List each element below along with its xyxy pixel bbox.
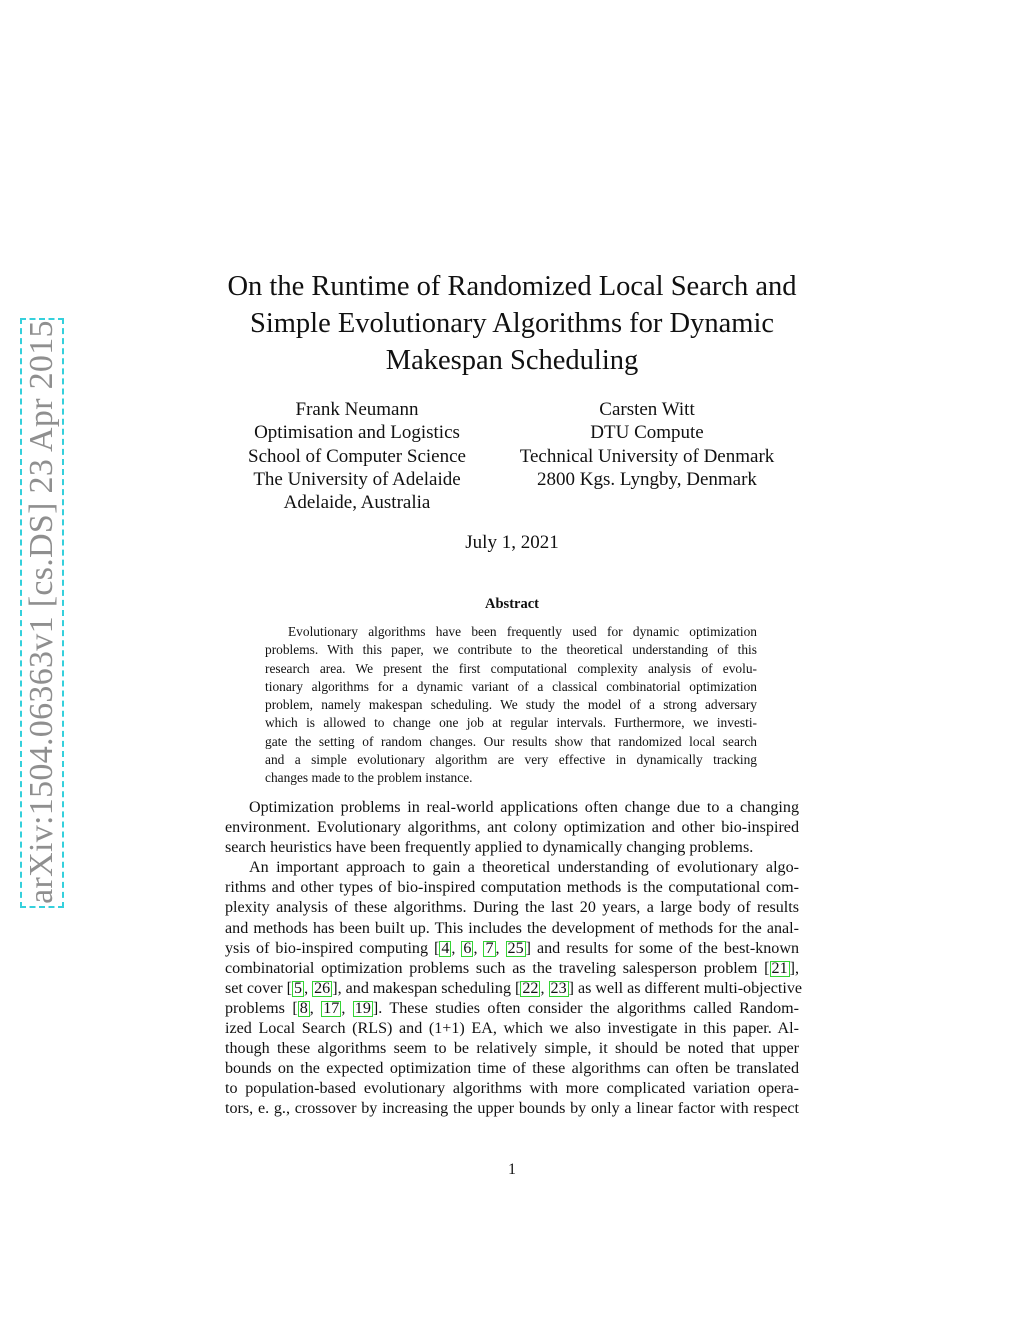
- body-line: environment. Evolutionary algorithms, ant colony optimization and other bio-inspired: [225, 819, 799, 837]
- body-text-fragment: ,: [304, 979, 313, 997]
- author-name: Frank Neumann: [295, 399, 419, 420]
- body-line: though these algorithms seem to be relatively simple, it should be noted that upper: [225, 1040, 799, 1058]
- author-affiliation-line: 2800 Kgs. Lyngby, Denmark: [537, 468, 757, 490]
- citation-link[interactable]: 4: [441, 939, 450, 957]
- body-text-fragment: ],: [789, 959, 799, 977]
- author-affiliation-line: The University of Adelaide: [253, 468, 461, 490]
- body-line: [225, 959, 799, 979]
- body-text-fragment: combinatorial optimization problems such as the traveling salesperson problem [: [225, 959, 770, 977]
- abstract-text: [265, 623, 757, 788]
- body-text-fragment: ,: [341, 999, 353, 1017]
- body-line: [225, 939, 799, 959]
- body-line: search heuristics have been frequently applied to dynamically changing problems.: [225, 839, 754, 857]
- abstract-line: problem, namely makespan scheduling. We study the model of a strong adversary: [265, 697, 757, 713]
- citation-link[interactable]: 6: [463, 939, 472, 957]
- paper-date: July 1, 2021: [465, 532, 559, 553]
- author-block-neumann: [226, 398, 488, 514]
- abstract-line: changes made to the problem instance.: [265, 770, 473, 786]
- body-text-fragment: ,: [309, 999, 322, 1017]
- citation-link[interactable]: 17: [323, 999, 340, 1017]
- body-line: tors, e. g., crossover by increasing the upper bounds by only a linear factor with respect: [225, 1100, 799, 1118]
- body-text-fragment: problems [: [225, 999, 298, 1017]
- body-line: [225, 979, 803, 999]
- body-text-fragment: ]. These studies often consider the algorithms called Random-: [372, 999, 800, 1017]
- title-line: On the Runtime of Randomized Local Search and: [227, 271, 797, 302]
- body-text-fragment: ,: [495, 939, 506, 957]
- body-line: bounds on the expected optimization time of these algorithms can often be translated: [225, 1060, 799, 1078]
- citation-link[interactable]: 7: [485, 939, 494, 957]
- author-affiliation-line: Adelaide, Australia: [283, 492, 431, 514]
- author-name: Carsten Witt: [599, 399, 695, 420]
- body-line: to population-based evolutionary algorithms with more complicated variation opera-: [225, 1080, 799, 1098]
- body-line: An important approach to gain a theoretical understanding of evolutionary algo-: [249, 859, 799, 877]
- paper-title: [200, 268, 824, 379]
- abstract-line: problems. With this paper, we contribute to the theoretical understanding of this: [265, 642, 757, 658]
- page-number: 1: [508, 1161, 516, 1178]
- abstract-line: which is allowed to change one job at regular intervals. Furthermore, we investi-: [265, 715, 757, 731]
- abstract-line: Evolutionary algorithms have been frequently used for dynamic optimization: [288, 624, 757, 639]
- citation-link[interactable]: 23: [550, 979, 567, 997]
- body-line: [225, 999, 799, 1019]
- body-text-fragment: ] and results for some of the best-known: [525, 939, 800, 957]
- citation-link[interactable]: 22: [522, 979, 539, 997]
- abstract-line: research area. We present the first computational complexity analysis of evolu-: [265, 660, 757, 676]
- abstract-line: and a simple evolutionary algorithm are very effective in dynamically tracking: [265, 752, 757, 768]
- body-text-fragment: ] as well as different multi-objective: [568, 979, 803, 997]
- citation-link[interactable]: 5: [294, 979, 303, 997]
- abstract-line: tionary algorithms for a dynamic variant of a classical combinatorial optimization: [265, 678, 757, 694]
- title-line: Simple Evolutionary Algorithms for Dynamic: [249, 308, 775, 339]
- body-line: Optimization problems in real-world applications often change due to a changing: [249, 799, 799, 816]
- body-line: ized Local Search (RLS) and (1+1) EA, which we also investigate in this paper. Al-: [225, 1020, 799, 1038]
- author-affiliation-line: Technical University of Denmark: [519, 445, 775, 467]
- body-text-fragment: ], and makespan scheduling [: [332, 979, 521, 997]
- author-affiliation-line: School of Computer Science: [248, 445, 466, 467]
- body-text-fragment: ,: [473, 939, 484, 957]
- body-line: plexity analysis of these algorithms. During the last 20 years, a large body of results: [225, 899, 799, 917]
- citation-link[interactable]: 25: [507, 939, 524, 957]
- body-text-fragment: ,: [451, 939, 462, 957]
- body-line: rithms and other types of bio-inspired computation methods is the computational com-: [225, 879, 799, 897]
- abstract-heading: Abstract: [485, 596, 539, 612]
- arxiv-stamp: arXiv:1504.06363v1 [cs.DS] 23 Apr 2015: [23, 320, 60, 904]
- citation-link[interactable]: 8: [299, 999, 308, 1017]
- author-affiliation-line: DTU Compute: [590, 422, 704, 444]
- author-affiliation-line: Optimisation and Logistics: [254, 422, 460, 444]
- body-text: [225, 798, 803, 1120]
- body-text-fragment: ,: [540, 979, 549, 997]
- body-line: and methods has been built up. This includes the development of methods for the anal-: [225, 919, 799, 937]
- body-text-fragment: ysis of bio-inspired computing [: [225, 939, 440, 957]
- citation-link[interactable]: 26: [314, 979, 331, 997]
- author-block-witt: [500, 398, 794, 491]
- citation-link[interactable]: 21: [771, 959, 788, 977]
- body-text-fragment: set cover [: [225, 979, 293, 997]
- abstract-line: gate the setting of random changes. Our results show that randomized local search: [265, 733, 757, 749]
- title-line: Makespan Scheduling: [385, 345, 639, 376]
- citation-link[interactable]: 19: [354, 999, 371, 1017]
